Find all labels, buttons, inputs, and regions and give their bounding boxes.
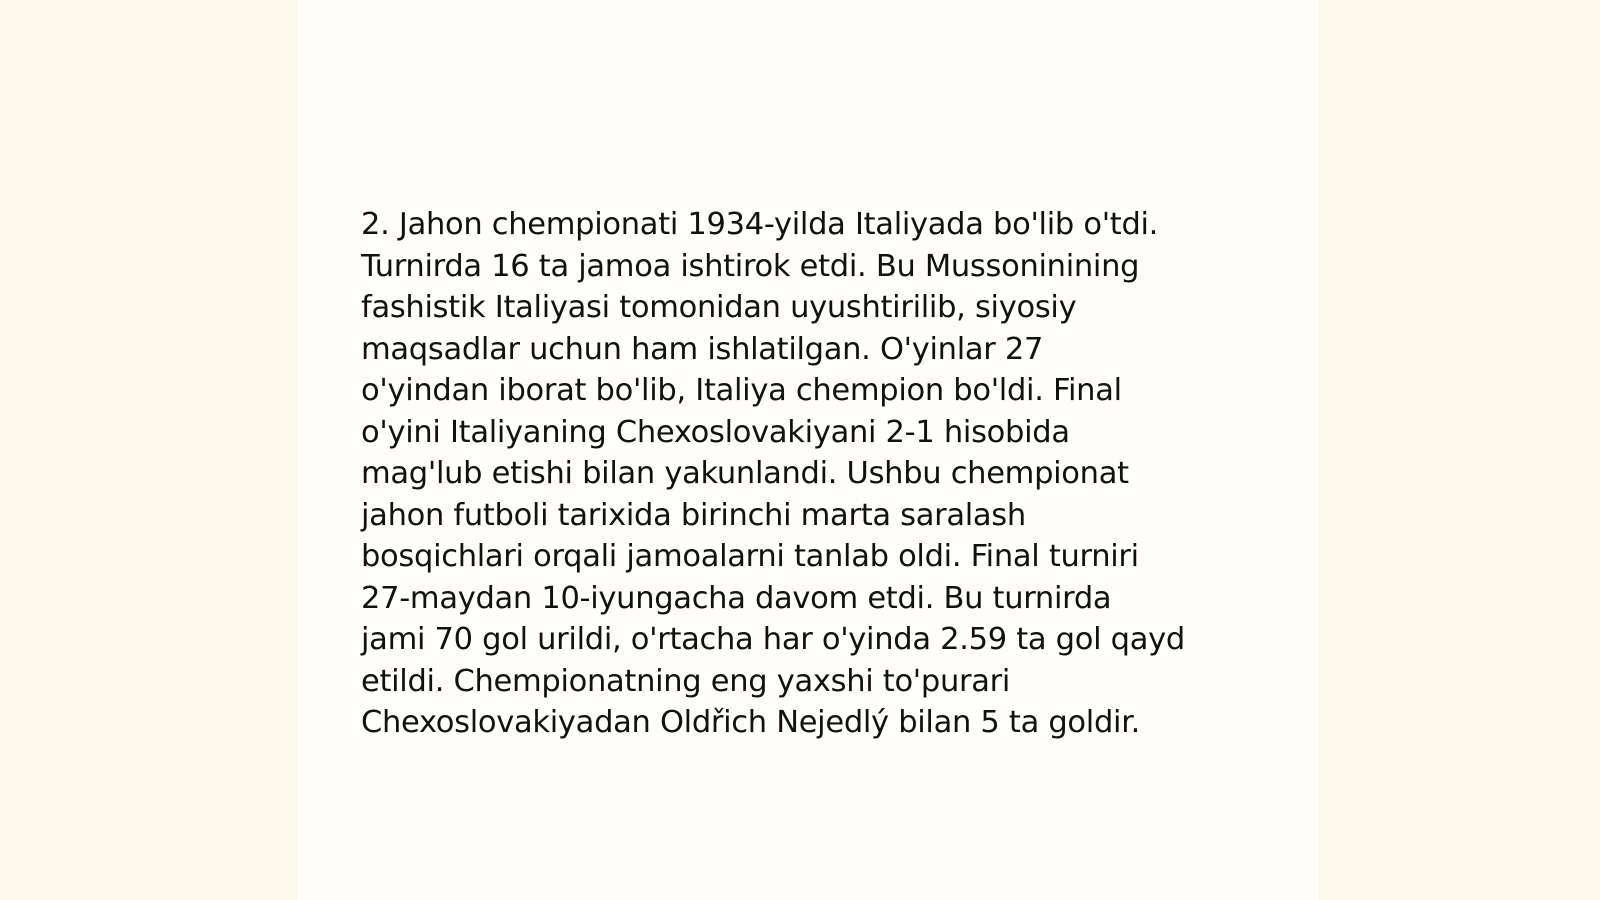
text-line: maqsadlar uchun ham ishlatilgan. O'yinlar 27 xyxy=(361,331,1044,367)
text-line: 2. Jahon chempionati 1934-yilda Italiyada bo'lib o'tdi. xyxy=(361,207,1159,242)
text-line: fashistik Italiyasi tomonidan uyushtirilib, siyosiy xyxy=(361,290,1077,325)
text-line: o'yindan iborat bo'lib, Italiya chempion bo'ldi. Final xyxy=(361,373,1122,408)
text-line: bosqichlari orqali jamoalarni tanlab oldi. Final turniri xyxy=(361,539,1139,574)
slide-page xyxy=(297,0,1319,900)
text-line: 27-maydan 10-iyungacha davom etdi. Bu turnirda xyxy=(361,580,1112,616)
text-line: Chexoslovakiyadan Oldřich Nejedlý bilan 5 ta goldir. xyxy=(361,705,1141,740)
text-line: etildi. Chempionatning eng yaxshi to'purari xyxy=(361,663,1011,699)
text-line: mag'lub etishi bilan yakunlandi. Ushbu chempionat xyxy=(361,456,1129,491)
body-paragraph xyxy=(361,204,1261,744)
text-line: jami 70 gol urildi, o'rtacha har o'yinda 2.59 ta gol qayd xyxy=(361,622,1185,657)
text-line: Turnirda 16 ta jamoa ishtirok etdi. Bu Mussoninining xyxy=(361,248,1140,284)
text-line: o'yini Italiyaning Chexoslovakiyani 2-1 hisobida xyxy=(361,414,1070,450)
text-line: jahon futboli tarixida birinchi marta saralash xyxy=(361,497,1026,533)
